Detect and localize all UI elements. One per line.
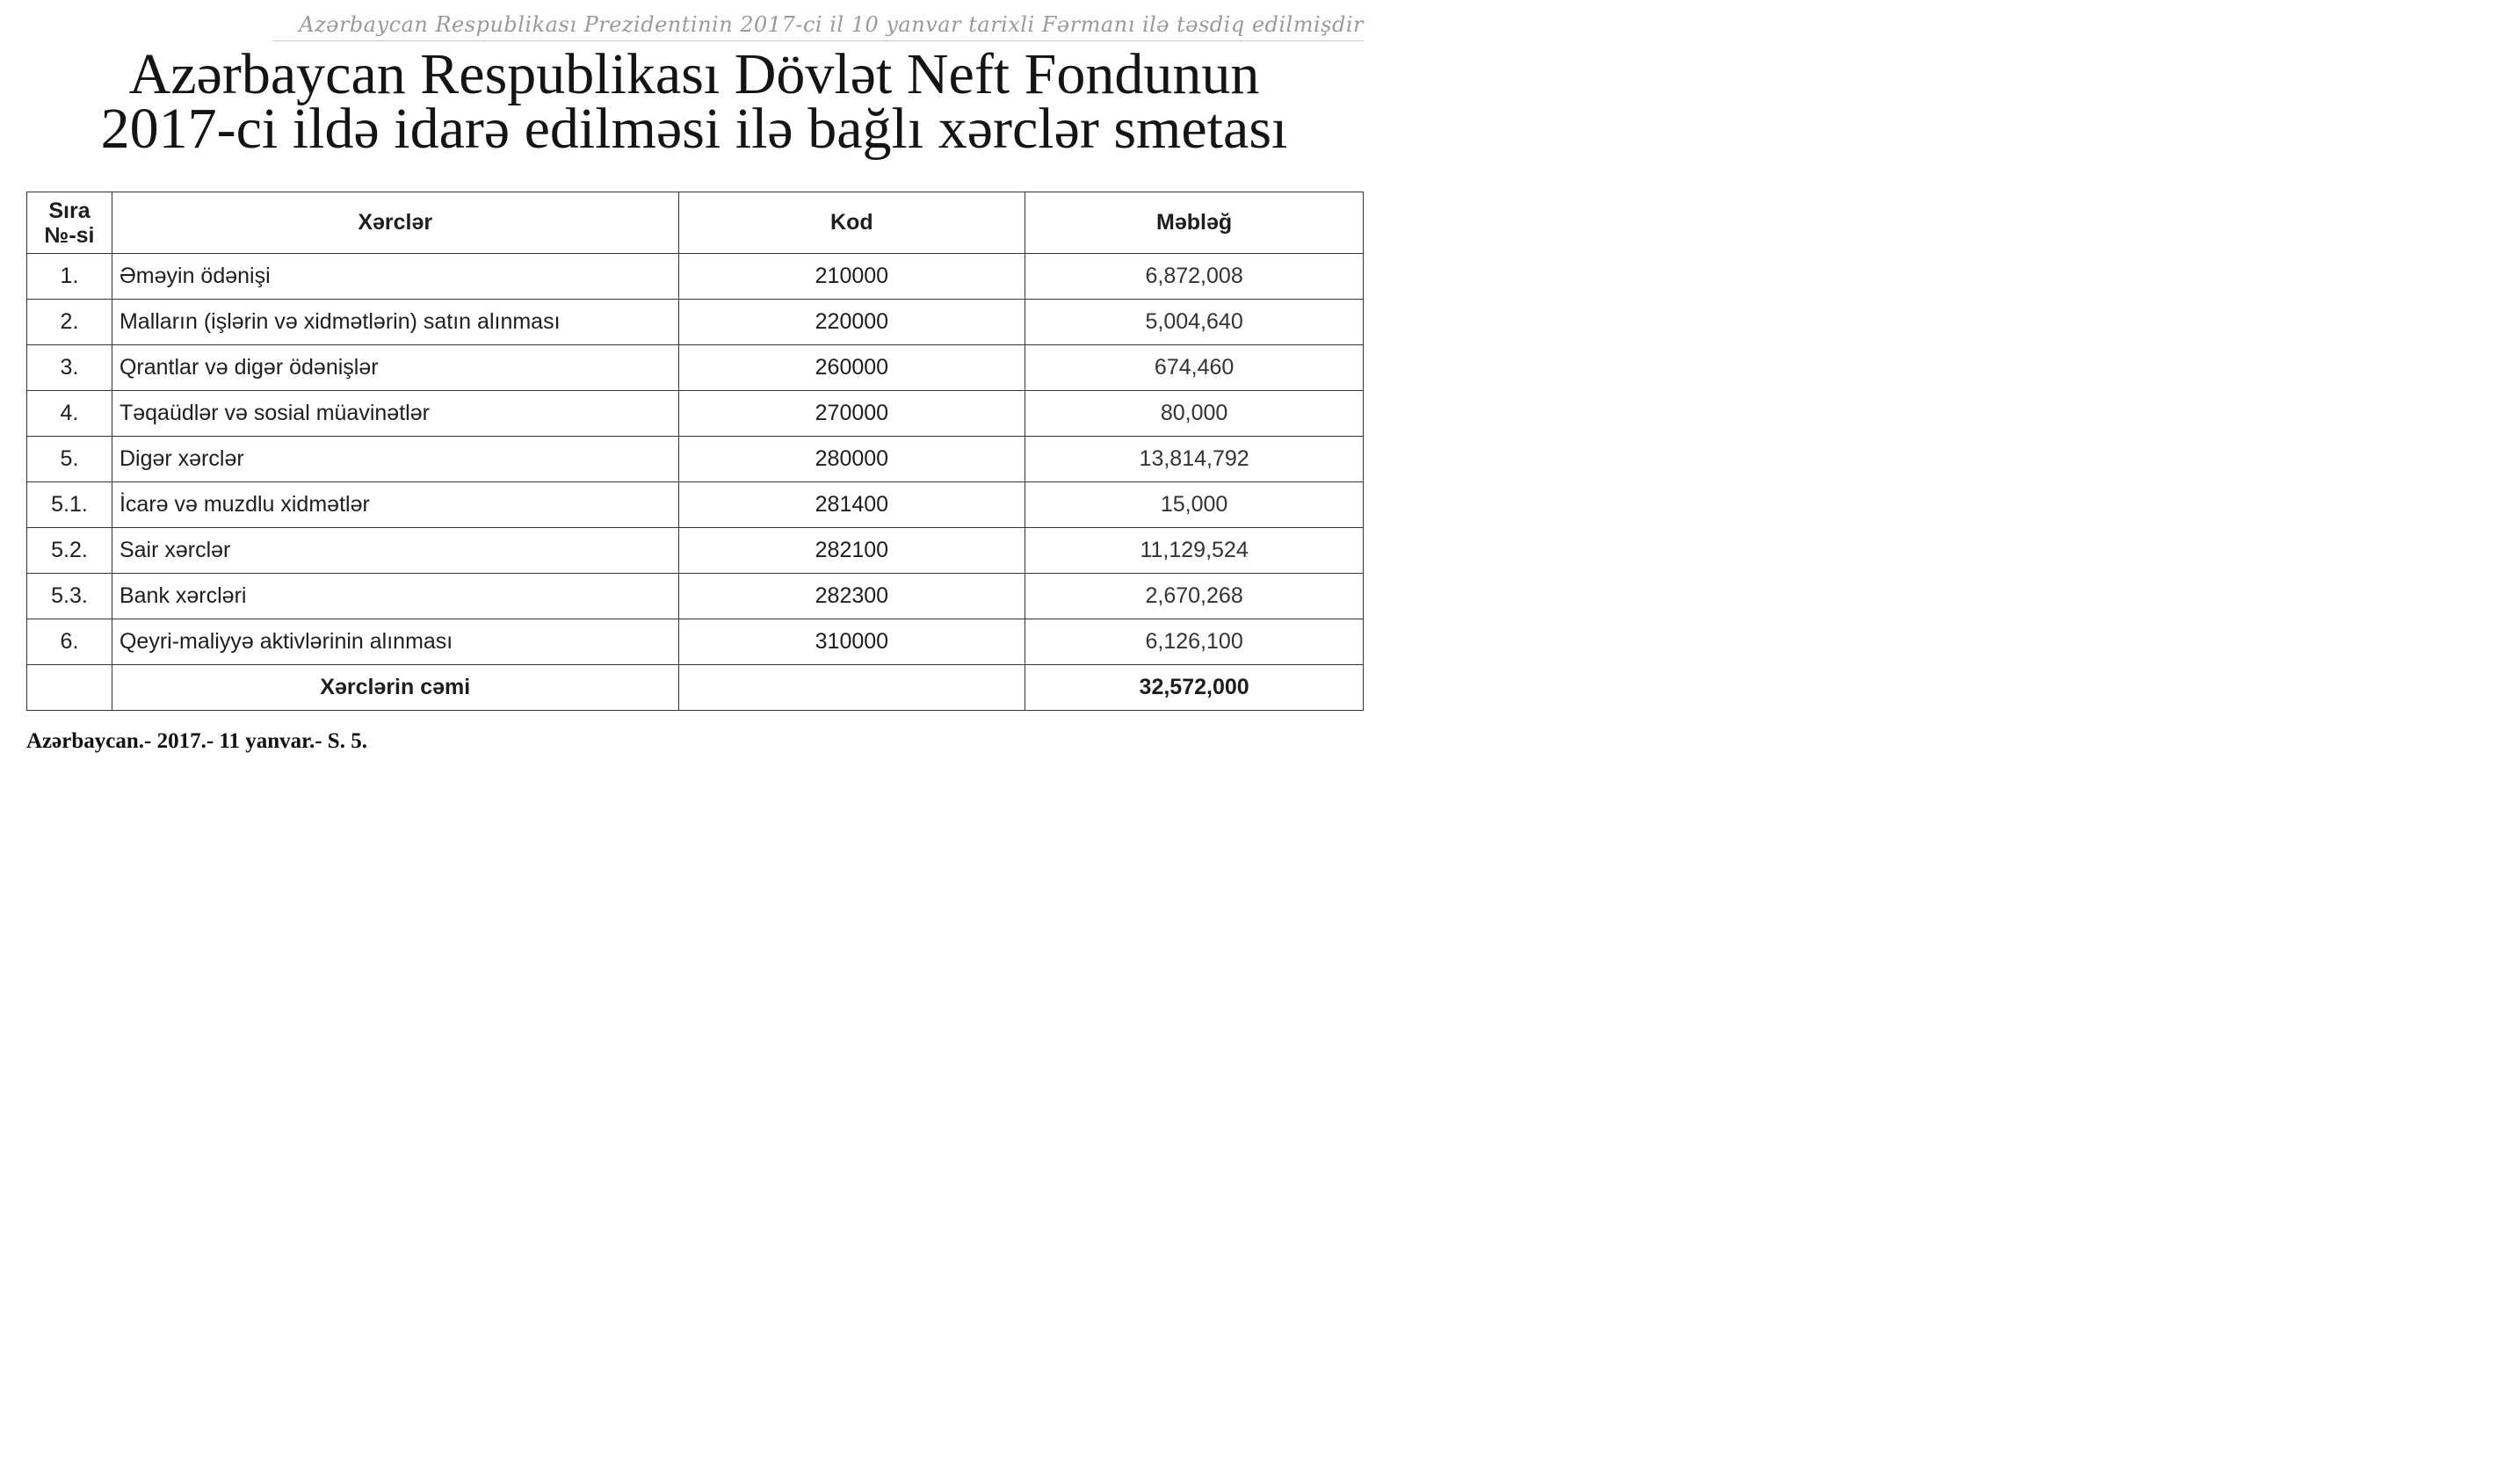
row-code: 280000 (678, 437, 1025, 482)
table-row (27, 437, 1364, 482)
header-amount: Məbləğ (1025, 192, 1364, 254)
row-number: 3. (27, 345, 112, 391)
table-header-row (27, 192, 1364, 254)
row-name: Digər xərclər (112, 437, 678, 482)
approval-note: Azərbaycan Respublikası Prezidentinin 2017-ci il 10 yanvar tarixli Fərmanı ilə təsdiq edilmişdir (299, 12, 1364, 37)
row-amount: 674,460 (1025, 345, 1364, 391)
row-amount: 2,670,268 (1025, 574, 1364, 619)
approval-divider (272, 40, 1364, 41)
row-code: 270000 (678, 391, 1025, 437)
row-number: 5. (27, 437, 112, 482)
row-name: Əməyin ödənişi (112, 254, 678, 300)
total-code-cell (678, 665, 1025, 711)
row-amount: 15,000 (1025, 482, 1364, 528)
row-code: 282300 (678, 574, 1025, 619)
row-amount: 6,872,008 (1025, 254, 1364, 300)
row-amount: 80,000 (1025, 391, 1364, 437)
row-number: 6. (27, 619, 112, 665)
header-number-line-1: Sıra (48, 198, 91, 223)
row-name: İcarə və muzdlu xidmətlər (112, 482, 678, 528)
header-code: Kod (678, 192, 1025, 254)
header-number (27, 192, 112, 254)
table-row (27, 345, 1364, 391)
row-amount: 5,004,640 (1025, 300, 1364, 345)
total-number-cell (27, 665, 112, 711)
table-row (27, 574, 1364, 619)
row-name: Qeyri-maliyyə aktivlərinin alınması (112, 619, 678, 665)
row-number: 5.1. (27, 482, 112, 528)
table-row (27, 300, 1364, 345)
total-amount: 32,572,000 (1025, 665, 1364, 711)
row-code: 310000 (678, 619, 1025, 665)
row-code: 260000 (678, 345, 1025, 391)
row-name: Sair xərclər (112, 528, 678, 574)
source-citation: Azərbaycan.- 2017.- 11 yanvar.- S. 5. (26, 729, 367, 753)
total-row (27, 665, 1364, 711)
header-expenses: Xərclər (112, 192, 678, 254)
table-row (27, 619, 1364, 665)
row-amount: 11,129,524 (1025, 528, 1364, 574)
row-number: 1. (27, 254, 112, 300)
title-line-2: 2017-ci ildə idarə edilməsi ilə bağlı xərclər smetası (100, 97, 1288, 161)
table-row (27, 482, 1364, 528)
header-number-line-2: №-si (44, 222, 95, 248)
row-code: 281400 (678, 482, 1025, 528)
row-number: 2. (27, 300, 112, 345)
table-row (27, 528, 1364, 574)
row-code: 282100 (678, 528, 1025, 574)
title-line-1: Azərbaycan Respublikası Dövlət Neft Fondunun (128, 42, 1260, 106)
expense-table (26, 192, 1364, 711)
row-number: 4. (27, 391, 112, 437)
row-name: Malların (işlərin və xidmətlərin) satın alınması (112, 300, 678, 345)
row-amount: 13,814,792 (1025, 437, 1364, 482)
row-code: 220000 (678, 300, 1025, 345)
row-name: Qrantlar və digər ödənişlər (112, 345, 678, 391)
row-code: 210000 (678, 254, 1025, 300)
table-row (27, 254, 1364, 300)
document-page (0, 0, 1379, 795)
row-name: Bank xərcləri (112, 574, 678, 619)
document-title (35, 42, 1353, 161)
row-number: 5.2. (27, 528, 112, 574)
row-amount: 6,126,100 (1025, 619, 1364, 665)
total-label: Xərclərin cəmi (112, 665, 678, 711)
row-number: 5.3. (27, 574, 112, 619)
table-row (27, 391, 1364, 437)
row-name: Təqaüdlər və sosial müavinətlər (112, 391, 678, 437)
